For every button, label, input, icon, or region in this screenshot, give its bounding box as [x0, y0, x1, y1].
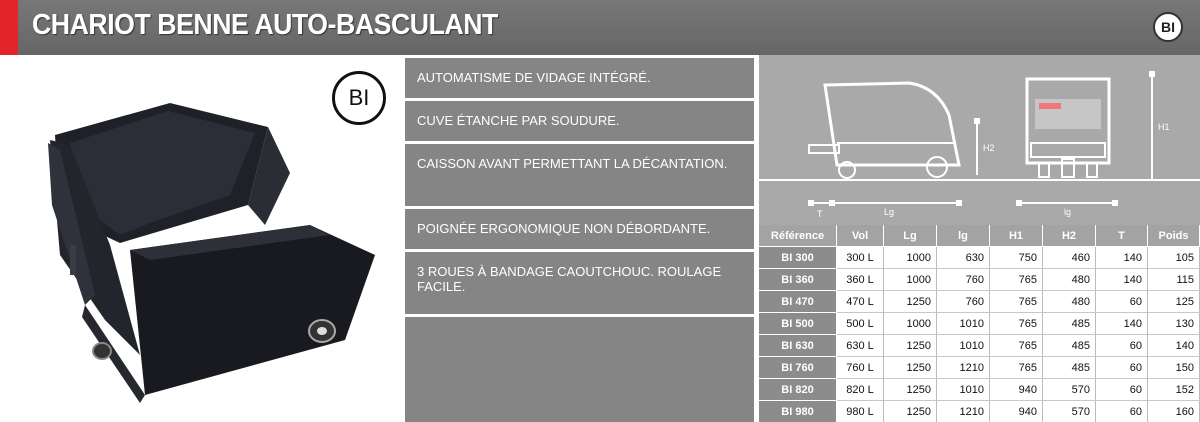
- table-cell: 1210: [937, 357, 990, 379]
- feature-item: CUVE ÉTANCHE PAR SOUDURE.: [405, 101, 754, 141]
- col-h2: H2: [1043, 225, 1096, 247]
- table-cell: 750: [990, 247, 1043, 269]
- table-cell: 1250: [884, 357, 937, 379]
- table-cell: 570: [1043, 401, 1096, 422]
- label-h2: H2: [983, 143, 995, 153]
- table-cell: 60: [1096, 379, 1148, 401]
- reference-cell: BI 760: [759, 357, 837, 379]
- table-cell: 115: [1148, 269, 1200, 291]
- col-vol: Vol: [837, 225, 884, 247]
- bi-logo: BI: [332, 71, 386, 125]
- table-cell: 1000: [884, 313, 937, 335]
- feature-item: 3 ROUES À BANDAGE CAOUTCHOUC. ROULAGE FACILE.: [405, 252, 754, 314]
- spec-table: [759, 225, 1200, 422]
- table-cell: 980 L: [837, 401, 884, 422]
- accent-stripe: [0, 0, 18, 55]
- table-cell: 630: [937, 247, 990, 269]
- table-cell: 820 L: [837, 379, 884, 401]
- col-t: T: [1096, 225, 1148, 247]
- table-cell: 470 L: [837, 291, 884, 313]
- table-row: [759, 269, 1200, 291]
- table-cell: 140: [1096, 269, 1148, 291]
- col-reference: Référence: [759, 225, 837, 247]
- col-h1: H1: [990, 225, 1043, 247]
- table-cell: 152: [1148, 379, 1200, 401]
- table-cell: 60: [1096, 357, 1148, 379]
- table-cell: 1000: [884, 269, 937, 291]
- feature-empty-cell: [405, 317, 754, 422]
- label-h1: H1: [1158, 122, 1170, 132]
- col-lg-width: lg: [937, 225, 990, 247]
- table-cell: 940: [990, 379, 1043, 401]
- feature-item: CAISSON AVANT PERMETTANT LA DÉCANTATION.: [405, 144, 754, 206]
- label-t: T: [817, 209, 823, 219]
- table-cell: 1250: [884, 379, 937, 401]
- table-row: [759, 291, 1200, 313]
- table-cell: 765: [990, 291, 1043, 313]
- table-cell: 1250: [884, 401, 937, 422]
- table-cell: 630 L: [837, 335, 884, 357]
- table-cell: 1000: [884, 247, 937, 269]
- table-cell: 1210: [937, 401, 990, 422]
- table-cell: 1010: [937, 313, 990, 335]
- table-cell: 500 L: [837, 313, 884, 335]
- table-cell: 460: [1043, 247, 1096, 269]
- reference-cell: BI 980: [759, 401, 837, 422]
- table-cell: 760 L: [837, 357, 884, 379]
- table-cell: 765: [990, 269, 1043, 291]
- reference-cell: BI 470: [759, 291, 837, 313]
- table-cell: 150: [1148, 357, 1200, 379]
- table-cell: 105: [1148, 247, 1200, 269]
- table-cell: 765: [990, 313, 1043, 335]
- table-cell: 300 L: [837, 247, 884, 269]
- table-cell: 765: [990, 335, 1043, 357]
- table-cell: 760: [937, 291, 990, 313]
- table-cell: 140: [1096, 313, 1148, 335]
- table-cell: 60: [1096, 335, 1148, 357]
- col-lg-length: Lg: [884, 225, 937, 247]
- table-cell: 480: [1043, 291, 1096, 313]
- table-cell: 1010: [937, 335, 990, 357]
- page-title: CHARIOT BENNE AUTO-BASCULANT: [32, 9, 498, 41]
- reference-cell: BI 630: [759, 335, 837, 357]
- table-row: [759, 357, 1200, 379]
- reference-cell: BI 500: [759, 313, 837, 335]
- table-row: [759, 401, 1200, 422]
- label-lg: Lg: [884, 207, 895, 217]
- table-row: [759, 247, 1200, 269]
- table-row: [759, 313, 1200, 335]
- table-cell: 360 L: [837, 269, 884, 291]
- table-row: [759, 379, 1200, 401]
- table-cell: 130: [1148, 313, 1200, 335]
- label-lg-width: lg: [1064, 207, 1072, 217]
- table-cell: 485: [1043, 357, 1096, 379]
- header-bar: [0, 0, 1200, 55]
- col-poids: Poids: [1148, 225, 1200, 247]
- reference-cell: BI 360: [759, 269, 837, 291]
- reference-cell: BI 300: [759, 247, 837, 269]
- table-row: [759, 335, 1200, 357]
- bi-badge: BI: [1153, 12, 1183, 42]
- table-cell: 1250: [884, 335, 937, 357]
- table-cell: 480: [1043, 269, 1096, 291]
- table-cell: 140: [1096, 247, 1148, 269]
- table-cell: 140: [1148, 335, 1200, 357]
- table-header-row: [759, 225, 1200, 247]
- product-image: [0, 55, 400, 422]
- table-cell: 485: [1043, 313, 1096, 335]
- table-cell: 570: [1043, 379, 1096, 401]
- feature-item: AUTOMATISME DE VIDAGE INTÉGRÉ.: [405, 58, 754, 98]
- table-cell: 160: [1148, 401, 1200, 422]
- table-cell: 940: [990, 401, 1043, 422]
- feature-item: POIGNÉE ERGONOMIQUE NON DÉBORDANTE.: [405, 209, 754, 249]
- table-cell: 760: [937, 269, 990, 291]
- features-list: [403, 55, 756, 422]
- table-cell: 1250: [884, 291, 937, 313]
- reference-cell: BI 820: [759, 379, 837, 401]
- table-cell: 485: [1043, 335, 1096, 357]
- table-cell: 1010: [937, 379, 990, 401]
- table-cell: 60: [1096, 401, 1148, 422]
- dimension-diagram: [759, 55, 1200, 225]
- table-cell: 765: [990, 357, 1043, 379]
- table-cell: 60: [1096, 291, 1148, 313]
- dimension-drawing: [759, 55, 1200, 225]
- table-cell: 125: [1148, 291, 1200, 313]
